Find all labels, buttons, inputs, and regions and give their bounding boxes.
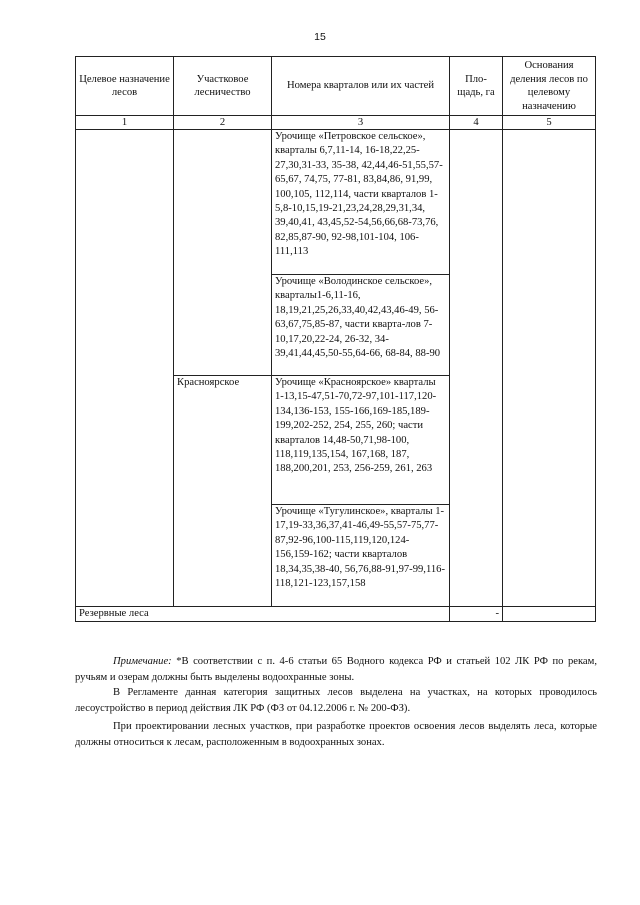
header-basis: Основания деления лесов по целевому назначению (503, 57, 596, 116)
header-area: Пло-щадь, га (450, 57, 503, 116)
forestry-cell: Красноярское (174, 376, 272, 607)
reserve-area: - (450, 607, 503, 622)
column-number-row (76, 116, 596, 130)
header-purpose: Целевое назначение лесов (76, 57, 174, 116)
forest-purpose-table (75, 56, 596, 622)
forestry-cell (174, 130, 272, 376)
quarters-cell: Урочище «Красноярское» кварталы 1-13,15-47,51-70,72-97,101-117,120-134,136-153, 155-166,169-185,189-199,202-252, 254, 255, 260; части кварталов 14,48-50,71,98-100, 118,119,135,154, 167,168, 187, 188,200,201, 253, 256-259, 261, 263 (272, 376, 450, 505)
note-paragraph (75, 654, 597, 685)
note-paragraph: В Регламенте данная категория защитных лесов выделена на участках, на которых проводилось лесоустройство в период действия ЛК РФ (ФЗ от 04.12.2006 г. № 200-ФЗ). (75, 687, 597, 714)
quarters-cell: Урочище «Володинское сельское», кварталы1-6,11-16, 18,19,21,25,26,33,40,42,43,46-49, 56-63,67,75,85-87, части кварта-лов 7-10,17,20,22-24, 26-32, 34-39,41,44,45,50-55,64-66, 68-84, 88-90 (272, 275, 450, 376)
col-number: 4 (450, 116, 503, 130)
note-label: Примечание: (113, 656, 172, 667)
notes-section (75, 654, 597, 750)
quarters-cell: Урочище «Тугулинское», кварталы 1-17,19-33,36,37,41-46,49-55,57-75,77-87,92-96,100-115,119,120,124-156,159-162; части кварталов 18,34,35,38-40, 56,76,88-91,97-99,116-118,121-123,157,158 (272, 505, 450, 607)
col-number: 2 (174, 116, 272, 130)
reserve-label: Резервные леса (76, 607, 450, 622)
col-number: 1 (76, 116, 174, 130)
reserve-forests-row (76, 607, 596, 622)
header-quarters: Номера кварталов или их частей (272, 57, 450, 116)
header-forestry: Участковое лесничество (174, 57, 272, 116)
col-number: 5 (503, 116, 596, 130)
table-header-row (76, 57, 596, 116)
note-text: *В соответствии с п. 4-6 статьи 65 Водного кодекса РФ и статьей 102 ЛК РФ по рекам, ручьям и озерам должны быть выделены водоохранные зоны. (75, 656, 597, 683)
basis-cell (503, 130, 596, 607)
quarters-cell: Урочище «Петровское сельское», кварталы 6,7,11-14, 16-18,22,25-27,30,31-33, 35-38, 42,44,46-51,55,57-65,67, 74,75, 77-81, 83,84,86, 91,99, 100,105, 112,114, части кварталов 1-5,8-10,15,19-21,23,24,28,29,31,34, 39,40,41, 43,45,52-54,56,66,68-73,76, 82,85,87-90, 92-98,101-104, 106-111,113 (272, 130, 450, 275)
page-number: 15 (314, 31, 326, 43)
table-row (76, 130, 596, 275)
reserve-basis (503, 607, 596, 622)
note-paragraph: При проектировании лесных участков, при разработке проектов освоения лесов выделять леса, которые должны относиться к лесам, расположенным в водоохранных зонах. (75, 721, 597, 748)
col-number: 3 (272, 116, 450, 130)
area-cell (450, 130, 503, 607)
purpose-cell (76, 130, 174, 607)
